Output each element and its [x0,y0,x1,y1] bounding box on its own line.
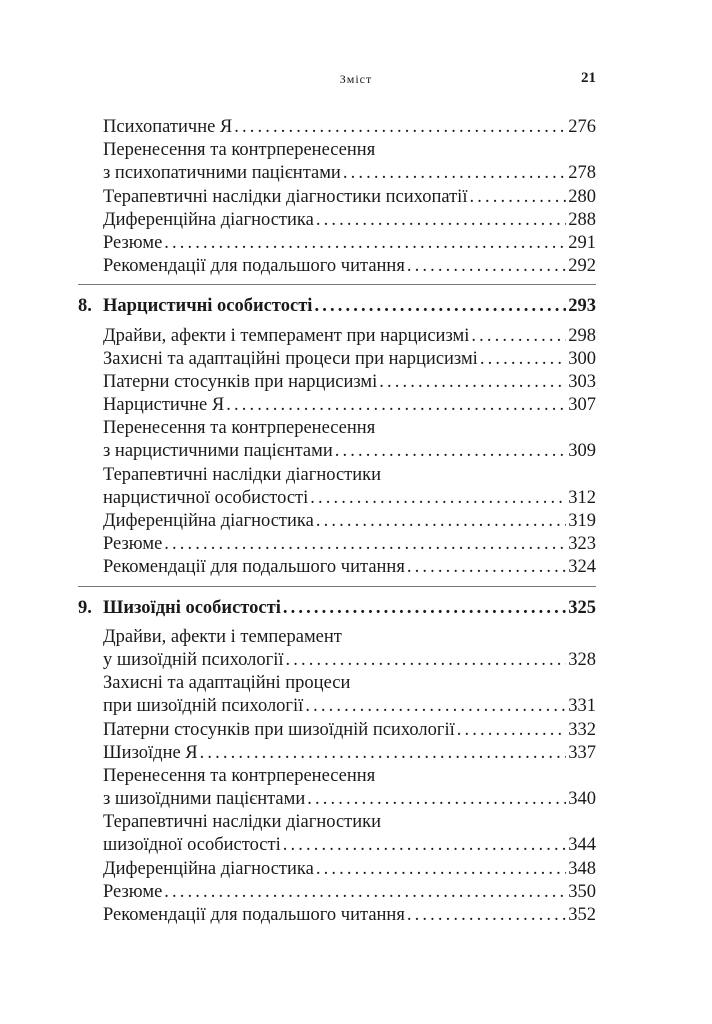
toc-entry [103,556,596,579]
toc-entry [103,487,596,510]
chapter-page: 293 [568,296,596,317]
toc-entry-label-line1: Драйви, афекти і темперамент [103,626,342,647]
toc-entry-first-line [103,765,596,788]
dot-leader [379,371,566,394]
toc-entry-page: 332 [568,719,596,740]
toc-entry-first-line [103,626,596,649]
toc-entry-page: 337 [568,742,596,763]
section-divider [78,586,596,587]
dot-leader [316,858,566,881]
toc-entry-label: Шизоїдне Я [103,742,198,763]
dot-leader [469,186,566,209]
chapter-number: 8. [78,296,92,317]
toc-entry [103,186,596,209]
toc-entry [103,325,596,348]
toc-entry-label: Терапевтичні наслідки діагностики психопатії [103,186,468,207]
toc-entry [103,695,596,718]
dot-leader [457,719,567,742]
toc-entry [103,904,596,927]
toc-entry-label-line1: Терапевтичні наслідки діагностики [103,464,382,485]
toc-entry-first-line [103,811,596,834]
toc-entry-label: Драйви, афекти і темперамент при нарцисизмі [103,325,470,346]
toc-entry-page: 352 [568,905,596,925]
toc-entry-first-line [103,139,596,162]
dot-leader [164,533,566,556]
toc-entry [103,858,596,881]
toc-entry-label-line1: Терапевтичні наслідки діагностики [103,812,382,833]
toc-entry-page: 331 [568,696,596,717]
toc-entry-page: 307 [568,395,596,416]
dot-leader [343,162,566,185]
toc-entry-label: Патерни стосунків при нарцисизмі [103,371,378,392]
toc-entry-label: з шизоїдними пацієнтами [103,789,306,810]
dot-leader [286,649,567,672]
toc-entry-first-line [103,417,596,440]
toc-entry [103,440,596,463]
toc-entry [103,881,596,904]
toc-entry [103,834,596,857]
toc-entry [103,742,596,765]
toc-entry-page: 344 [568,835,596,856]
toc-entry-label-line1: Перенесення та контрперенесення [103,765,376,786]
toc-entry-page: 292 [568,256,596,277]
toc-entry-label: Диференційна діагностика [103,511,314,531]
toc-entry-page: 276 [568,117,596,137]
dot-leader [480,348,566,371]
running-title: Зміст [339,72,373,86]
dot-leader [164,232,566,255]
toc-entry [103,371,596,394]
toc-entry [103,162,596,185]
toc-entry [103,394,596,417]
dot-leader [407,255,566,278]
toc-entry-page: 303 [568,371,596,392]
toc-entry-page: 280 [568,186,596,207]
toc-entry-label: Диференційна діагностика [103,858,314,879]
toc-entry-page: 324 [568,557,596,578]
toc-entry-page: 328 [568,649,596,670]
toc-entry-label: Патерни стосунків при шизоїдній психології [103,719,455,740]
toc-entry [103,533,596,556]
toc-entry-label-line1: Перенесення та контрперенесення [103,140,376,161]
toc-entry [103,719,596,742]
toc-entry-label: Захисні та адаптаційні процеси при нарцисизмі [103,348,478,369]
dot-leader [310,487,566,510]
toc-entry-label: Психопатичне Я [103,117,233,137]
table-of-contents [0,116,712,927]
toc-entry-page: 278 [568,163,596,184]
toc-entry-label: Диференційна діагностика [103,209,314,230]
toc-entry-page: 323 [568,534,596,555]
toc-entry-page: 312 [568,487,596,508]
dot-leader [316,209,566,232]
toc-entry-page: 288 [568,209,596,230]
chapter-title: Нарцистичні особистості [103,296,313,317]
toc-entry-label: у шизоїдній психології [103,649,284,670]
toc-entry-label: Нарцистичне Я [103,395,225,416]
toc-entry-label: Рекомендації для подальшого читання [103,557,405,578]
toc-entry-label: з психопатичними пацієнтами [103,163,341,184]
toc-entry [103,510,596,533]
dot-leader [407,904,566,927]
dot-leader [314,295,566,318]
toc-entry-page: 348 [568,858,596,879]
dot-leader [164,881,566,904]
toc-entry-label: нарцистичної особистості [103,487,309,508]
dot-leader [283,597,566,620]
toc-entry-page: 291 [568,232,596,253]
dot-leader [305,695,566,718]
toc-entry-label: Резюме [103,534,163,555]
chapter-heading-8 [78,295,596,318]
toc-entry [103,348,596,371]
chapter-title: Шизоїдні особистості [103,597,281,618]
toc-entry [103,649,596,672]
toc-entry [103,255,596,278]
dot-leader [283,834,567,857]
toc-entry-label: Рекомендації для подальшого читання [103,256,405,277]
dot-leader [335,440,566,463]
toc-entry-first-line [103,672,596,695]
dot-leader [200,742,567,765]
toc-entry [103,209,596,232]
dot-leader [226,394,566,417]
toc-entry-page: 300 [568,348,596,369]
toc-entry [103,232,596,255]
chapter-heading-9 [78,597,596,620]
toc-entry-label: при шизоїдній психології [103,696,304,717]
dot-leader [234,116,566,139]
toc-entry-page: 309 [568,441,596,462]
chapter-page: 325 [568,597,596,618]
toc-entry-label: Резюме [103,881,163,902]
toc-entry-first-line [103,464,596,487]
toc-entry-label: Резюме [103,232,163,253]
toc-entry-label: Рекомендації для подальшого читання [103,905,405,925]
toc-entry-label: шизоїдної особистості [103,835,281,856]
page-number: 21 [581,70,596,86]
dot-leader [316,510,566,533]
toc-entry [103,116,596,139]
toc-entry-label-line1: Перенесення та контрперенесення [103,418,376,439]
toc-entry-label: з нарцистичними пацієнтами [103,441,333,462]
toc-entry-page: 298 [568,325,596,346]
chapter-number: 9. [78,597,92,618]
toc-entry-page: 319 [568,511,596,531]
toc-entry [103,788,596,811]
dot-leader [307,788,566,811]
toc-entry-page: 340 [568,789,596,810]
toc-entry-label-line1: Захисні та адаптаційні процеси [103,673,351,694]
section-divider [78,284,596,285]
running-header [0,70,712,90]
dot-leader [471,325,566,348]
toc-entry-page: 350 [568,881,596,902]
dot-leader [407,556,566,579]
